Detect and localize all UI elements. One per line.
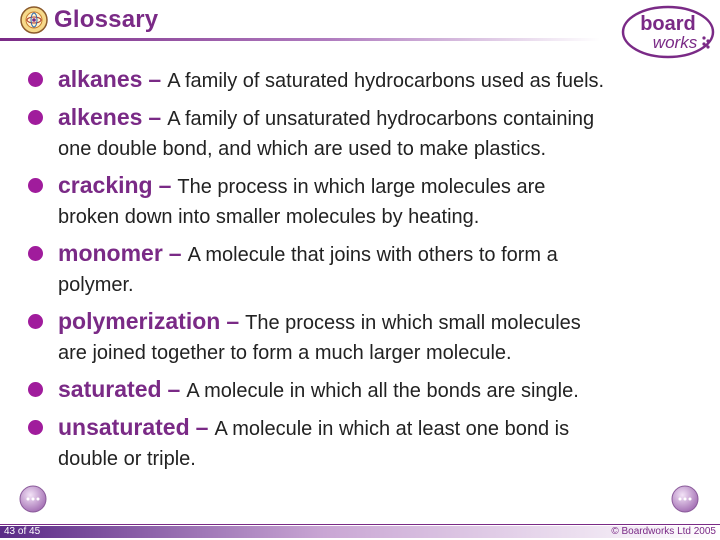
glossary-list xyxy=(28,64,718,480)
slide-header xyxy=(0,0,720,60)
term-dash: – xyxy=(167,376,181,402)
glossary-item xyxy=(28,374,718,406)
term-dash: – xyxy=(158,172,172,198)
glossary-term: unsaturated xyxy=(58,414,190,440)
glossary-definition-continued: polymer. xyxy=(58,274,134,296)
glossary-term: polymerization xyxy=(58,308,221,334)
bullet-icon xyxy=(28,420,43,435)
term-dash: – xyxy=(148,104,162,130)
boardworks-logo xyxy=(620,4,716,60)
bullet-icon xyxy=(28,246,43,261)
glossary-definition-continued: one double bond, and which are used to make plastics. xyxy=(58,138,547,160)
term-dash: – xyxy=(195,414,209,440)
glossary-item xyxy=(28,170,718,232)
bullet-icon xyxy=(28,72,43,87)
footer-divider xyxy=(0,524,720,525)
glossary-definition: The process in which large molecules are xyxy=(177,176,546,198)
term-dash: – xyxy=(148,66,162,92)
glossary-definition: A family of unsaturated hydrocarbons containing xyxy=(167,108,595,130)
glossary-item xyxy=(28,64,718,96)
glossary-term: cracking xyxy=(58,172,153,198)
glossary-item xyxy=(28,306,718,368)
glossary-term: alkenes xyxy=(58,104,143,130)
previous-arrow-icon[interactable] xyxy=(18,484,48,514)
glossary-definition-continued: broken down into smaller molecules by heating. xyxy=(58,206,480,228)
glossary-definition-continued: are joined together to form a much larger molecule. xyxy=(58,342,512,364)
glossary-definition-continued: double or triple. xyxy=(58,448,196,470)
glossary-definition: The process in which small molecules xyxy=(245,312,581,334)
glossary-item xyxy=(28,102,718,164)
page-number: 43 of 45 xyxy=(4,526,41,537)
bullet-icon xyxy=(28,178,43,193)
term-dash: – xyxy=(168,240,182,266)
glossary-term: monomer xyxy=(58,240,163,266)
term-dash: – xyxy=(226,308,240,334)
glossary-item xyxy=(28,412,718,474)
glossary-definition: A molecule in which at least one bond is xyxy=(214,418,570,440)
slide-footer xyxy=(0,524,720,540)
glossary-definition: A family of saturated hydrocarbons used as fuels. xyxy=(167,70,605,92)
brand-bottom-text: works xyxy=(652,33,698,52)
glossary-term: saturated xyxy=(58,376,162,402)
bullet-icon xyxy=(28,382,43,397)
bullet-icon xyxy=(28,110,43,125)
copyright-text: © Boardworks Ltd 2005 xyxy=(611,526,716,537)
next-arrow-icon[interactable] xyxy=(670,484,700,514)
atom-badge-icon xyxy=(20,6,48,34)
glossary-definition: A molecule that joins with others to form a xyxy=(187,244,558,266)
title-underline xyxy=(0,38,600,41)
glossary-term: alkanes xyxy=(58,66,143,92)
bullet-icon xyxy=(28,314,43,329)
glossary-item xyxy=(28,238,718,300)
page-title: Glossary xyxy=(54,6,159,33)
glossary-definition: A molecule in which all the bonds are single. xyxy=(186,380,579,402)
brand-top-text: board xyxy=(640,13,696,35)
